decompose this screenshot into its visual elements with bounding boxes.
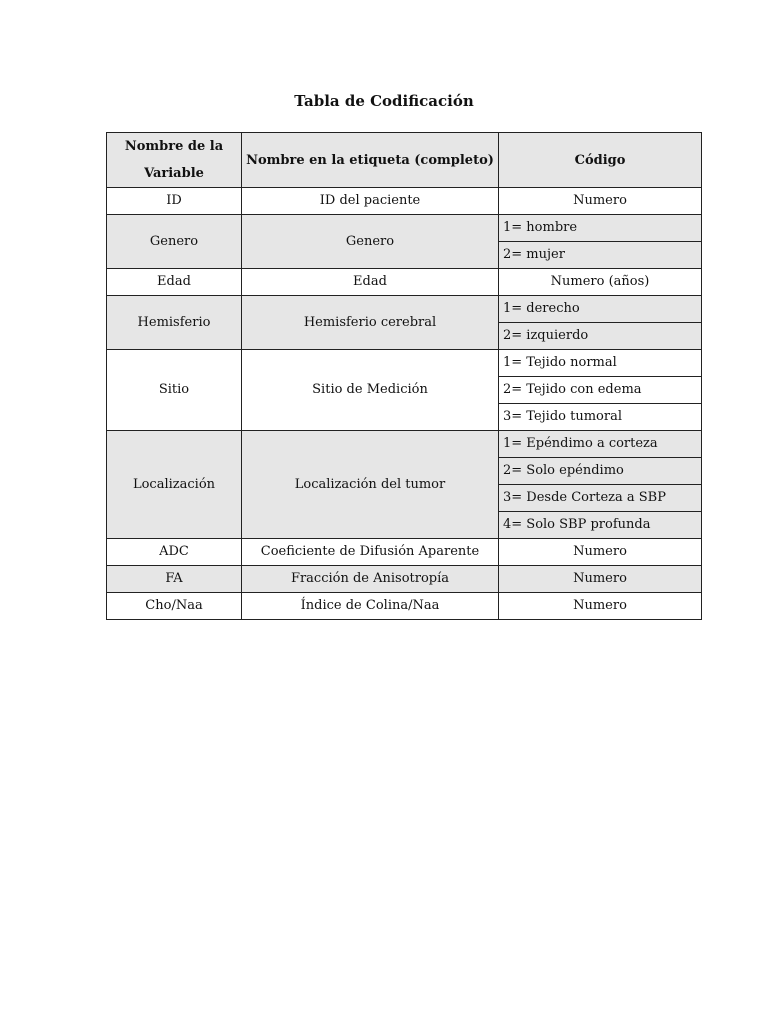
variable-cell: ID [107, 188, 242, 215]
label-cell: Índice de Colina/Naa [242, 593, 499, 620]
code-cell: Numero [499, 188, 702, 215]
table-header-row [107, 133, 702, 188]
document-title: Tabla de Codificación [294, 92, 474, 110]
code-cell: 3= Tejido tumoral [499, 404, 702, 431]
code-cell: 3= Desde Corteza a SBP [499, 485, 702, 512]
code-cell: 2= izquierdo [499, 323, 702, 350]
table-row [107, 188, 702, 215]
code-cell: 1= hombre [499, 215, 702, 242]
table-row [107, 566, 702, 593]
header-variable-name: Nombre de la Variable [107, 133, 242, 188]
label-cell: Localización del tumor [242, 431, 499, 539]
table-row [107, 269, 702, 296]
code-cell: Numero [499, 539, 702, 566]
table-row [107, 350, 702, 377]
variable-cell: Genero [107, 215, 242, 269]
label-cell: Sitio de Medición [242, 350, 499, 431]
label-cell: Coeficiente de Difusión Aparente [242, 539, 499, 566]
variable-cell: Sitio [107, 350, 242, 431]
code-cell: 2= Solo epéndimo [499, 458, 702, 485]
variable-cell: Cho/Naa [107, 593, 242, 620]
label-cell: Hemisferio cerebral [242, 296, 499, 350]
variable-cell: Edad [107, 269, 242, 296]
label-cell: Genero [242, 215, 499, 269]
variable-cell: Hemisferio [107, 296, 242, 350]
variable-cell: ADC [107, 539, 242, 566]
label-cell: Fracción de Anisotropía [242, 566, 499, 593]
header-label-name: Nombre en la etiqueta (completo) [242, 133, 499, 188]
table-row [107, 593, 702, 620]
code-cell: 1= Tejido normal [499, 350, 702, 377]
code-cell: 2= Tejido con edema [499, 377, 702, 404]
variable-cell: FA [107, 566, 242, 593]
code-cell: Numero [499, 566, 702, 593]
table-row [107, 296, 702, 323]
label-cell: Edad [242, 269, 499, 296]
code-cell: 4= Solo SBP profunda [499, 512, 702, 539]
table-row [107, 431, 702, 458]
table-row [107, 539, 702, 566]
header-code: Código [499, 133, 702, 188]
code-cell: 1= Epéndimo a corteza [499, 431, 702, 458]
code-cell: Numero (años) [499, 269, 702, 296]
code-cell: Numero [499, 593, 702, 620]
code-cell: 2= mujer [499, 242, 702, 269]
variable-cell: Localización [107, 431, 242, 539]
code-cell: 1= derecho [499, 296, 702, 323]
coding-table [106, 132, 702, 620]
table-row [107, 215, 702, 242]
label-cell: ID del paciente [242, 188, 499, 215]
